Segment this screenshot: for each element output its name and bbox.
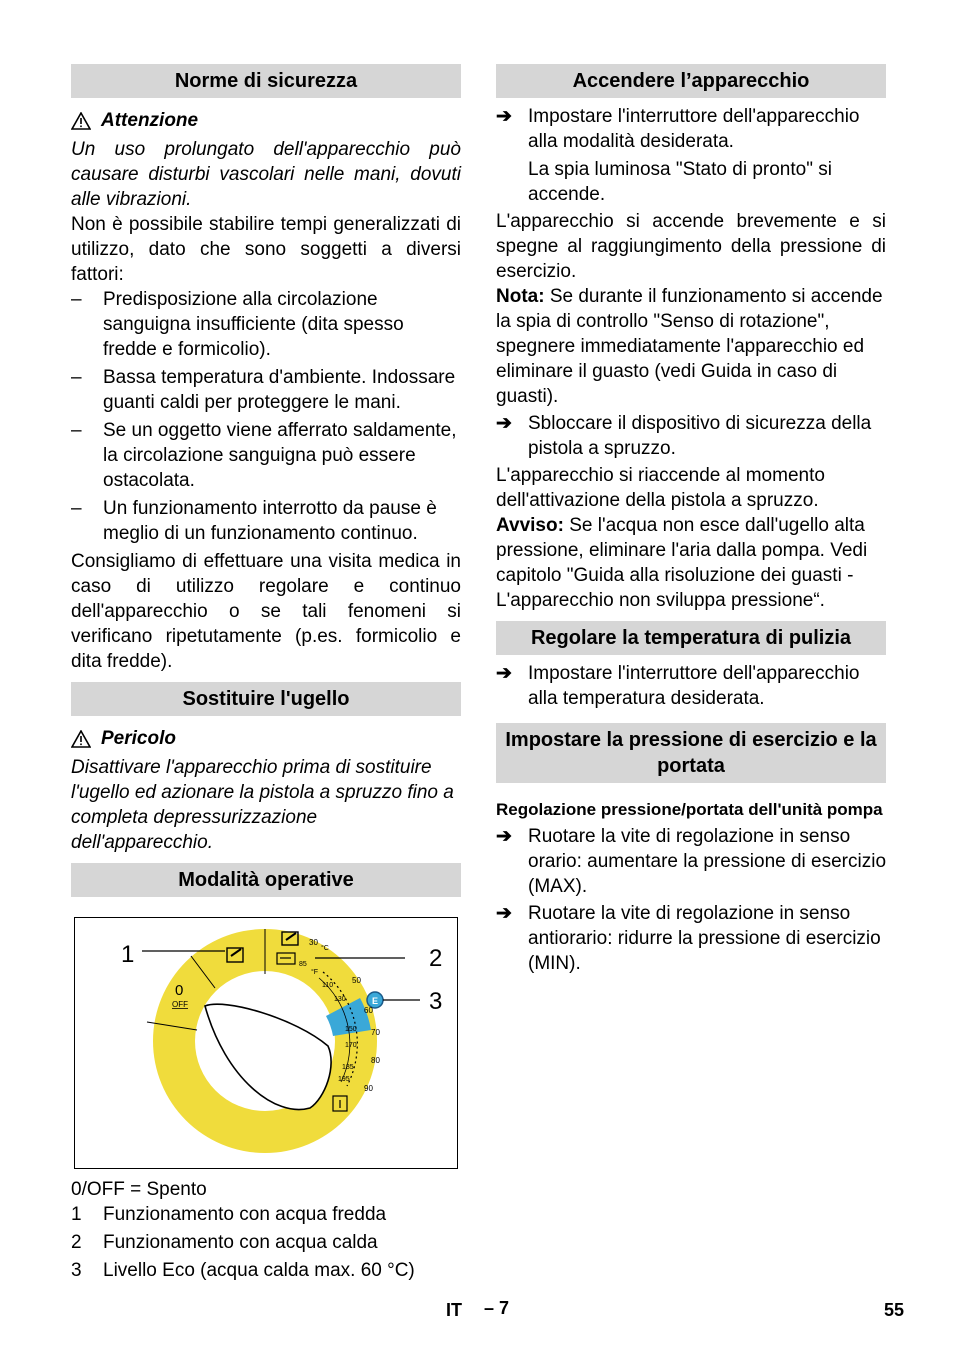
note-paragraph: [496, 284, 886, 409]
legend-key: 2: [71, 1232, 82, 1253]
callout-1: 1: [121, 941, 135, 968]
list-item: [71, 418, 461, 493]
danger-label: Pericolo: [101, 728, 176, 749]
section-title-safety: Norme di sicurezza: [71, 64, 461, 98]
legend-text: Funzionamento con acqua calda: [103, 1232, 378, 1253]
list-item: [71, 365, 461, 415]
legend-row: [71, 1202, 461, 1227]
legend-key: 0/OFF =: [71, 1179, 142, 1200]
note-text: Se durante il funzionamento si accende la spia di controllo "Senso di rotazione", spegnere immediatamente l'apparecchio ed eliminare il guasto (vedi Guida in caso di guasti).: [496, 286, 883, 407]
danger-heading: [71, 726, 461, 751]
legend-text: Funzionamento con acqua fredda: [103, 1204, 387, 1225]
list-item: [71, 287, 461, 362]
legend-row: [71, 1177, 461, 1202]
scale-c-label: 60: [364, 1006, 373, 1015]
dial-off-label: OFF: [172, 1000, 188, 1009]
safety-intro: Non è possibile stabilire tempi generalizzati di utilizzo, dato che sono soggetti a diversi fattori:: [71, 214, 461, 285]
safety-outro: Consigliamo di effettuare una visita medica in caso di utilizzo regolare e continuo dell'apparecchio o se tali fenomeni si verificano ripetutamente (p.es. formicolio e dita fredde).: [71, 551, 461, 672]
scale-f-label: 110: [322, 982, 334, 989]
step-text: Sbloccare il dispositivo di sicurezza della pistola a spruzzo.: [528, 413, 872, 459]
section-title-nozzle: Sostituire l'ugello: [71, 682, 461, 716]
warning-heading: [71, 108, 461, 133]
unit-fahrenheit: °F: [311, 969, 319, 976]
step-text: Ruotare la vite di regolazione in senso orario: aumentare la pressione di esercizio (MAX).: [528, 826, 887, 897]
mode-dial-illustration: [74, 917, 458, 1169]
note-label: Nota:: [496, 286, 545, 307]
instruction-step: [496, 411, 886, 461]
danger-text: Disattivare l'apparecchio prima di sostituire l'ugello ed azionare la pistola a spruzzo fino a completa depressurizzazione dell'apparecchio.: [71, 757, 454, 853]
list-item-text: Predisposizione alla circolazione sanguigna insufficiente (dita spesso fredde e formicolio).: [103, 289, 404, 360]
footer-section-page: – 7: [484, 1298, 510, 1318]
scale-c-label: 50: [352, 976, 361, 985]
notice-paragraph: [496, 513, 886, 613]
arrow-icon: ➔: [496, 413, 512, 434]
scale-f-label: 185: [342, 1064, 354, 1071]
footer-page-number: 55: [884, 1300, 905, 1320]
notice-label: Avviso:: [496, 515, 564, 536]
warning-label: Attenzione: [101, 110, 199, 131]
dial-off-zero: 0: [175, 982, 184, 999]
list-item-text: Bassa temperatura d'ambiente. Indossare guanti caldi per proteggere le mani.: [103, 367, 456, 413]
legend-row: [71, 1230, 461, 1255]
step-result: La spia luminosa "Stato di pronto" si accende.: [528, 159, 832, 205]
scale-c-label: 80: [371, 1056, 380, 1065]
legend-text: Livello Eco (acqua calda max. 60 °C): [103, 1260, 415, 1281]
paragraph: L'apparecchio si accende brevemente e si spegne al raggiungimento della pressione di esercizio.: [496, 211, 886, 282]
scale-f-label: 130: [334, 996, 346, 1003]
legend-row: [71, 1258, 461, 1283]
callout-3: 3: [429, 988, 443, 1015]
arrow-icon: ➔: [496, 826, 512, 847]
unit-celsius: °C: [321, 945, 329, 952]
step-text: Impostare l'interruttore dell'apparecchio alla temperatura desiderata.: [528, 663, 860, 709]
list-item: [71, 496, 461, 546]
callout-2: 2: [429, 945, 443, 972]
warning-text: Un uso prolungato dell'apparecchio può causare disturbi vascolari nelle mani, dovuti alle vibrazioni.: [71, 139, 461, 210]
legend-text: Spento: [146, 1179, 207, 1200]
paragraph: L'apparecchio si riaccende al momento dell'attivazione della pistola a spruzzo.: [496, 465, 825, 511]
section-title-switch-on: Accendere l’apparecchio: [496, 64, 886, 98]
dash-mark: –: [71, 367, 82, 388]
legend-key: 1: [71, 1204, 82, 1225]
dash-mark: –: [71, 289, 82, 310]
section-title-modes: Modalità operative: [71, 863, 461, 897]
scale-f-label: 195: [338, 1076, 350, 1083]
legend-key: 3: [71, 1260, 82, 1281]
section-title-pressure: Impostare la pressione di esercizio e la portata: [496, 723, 886, 783]
arrow-icon: ➔: [496, 903, 512, 924]
list-item-text: Se un oggetto viene afferrato saldamente, la circolazione sanguigna può essere ostacolata.: [103, 420, 457, 491]
list-item-text: Un funzionamento interrotto da pause è meglio di un funzionamento continuo.: [103, 498, 437, 544]
eco-badge-label: E: [371, 996, 379, 1006]
scale-f-label: 85: [299, 961, 307, 968]
scale-c-label: 90: [364, 1084, 373, 1093]
instruction-step: [496, 661, 886, 711]
warning-triangle-icon: [71, 112, 91, 130]
left-column: [71, 64, 461, 1283]
mode-dial-svg: [75, 918, 457, 1168]
scale-f-label: 170: [345, 1042, 357, 1049]
step-text: Ruotare la vite di regolazione in senso antiorario: ridurre la pressione di esercizio (MIN).: [528, 903, 881, 974]
footer-language: IT: [446, 1300, 462, 1320]
notice-text: Se l'acqua non esce dall'ugello alta pressione, eliminare l'aria dalla pompa. Vedi capitolo "Guida alla risoluzione dei guasti - L'apparecchio non sviluppa pressione“.: [496, 515, 868, 611]
section-title-temperature: Regolare la temperatura di pulizia: [496, 621, 886, 655]
warning-triangle-icon: [71, 730, 91, 748]
dial-legend: [71, 1177, 461, 1283]
scale-f-label: 150: [345, 1026, 357, 1033]
subsection-title: Regolazione pressione/portata dell'unità pompa: [496, 800, 883, 819]
arrow-icon: ➔: [496, 106, 512, 127]
instruction-step: [496, 824, 886, 899]
instruction-step: [496, 901, 886, 976]
instruction-step: [496, 104, 886, 154]
scale-c-label: 30: [309, 938, 318, 947]
dash-mark: –: [71, 498, 82, 519]
right-column: [496, 64, 886, 976]
dash-mark: –: [71, 420, 82, 441]
step-text: Impostare l'interruttore dell'apparecchio alla modalità desiderata.: [528, 106, 860, 152]
arrow-icon: ➔: [496, 663, 512, 684]
scale-c-label: 70: [371, 1028, 380, 1037]
